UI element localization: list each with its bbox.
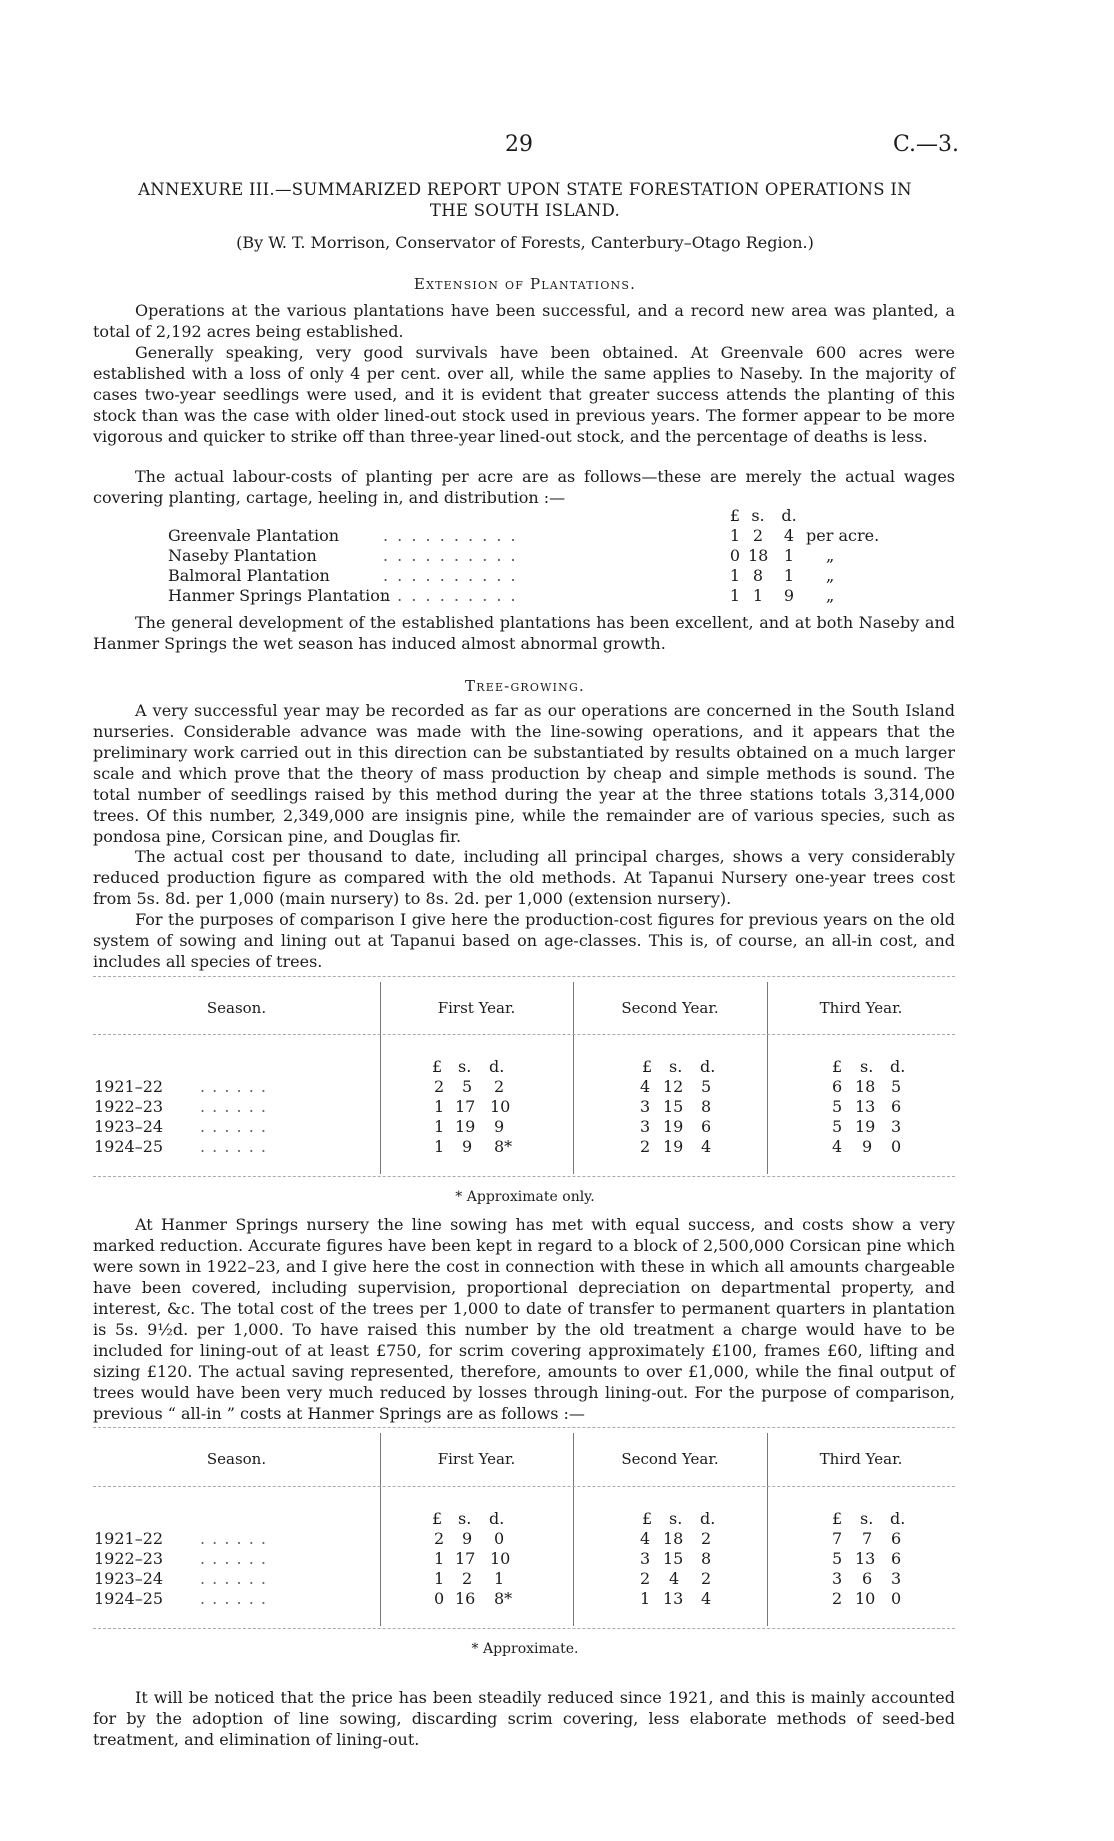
second-year-pence: 2 (701, 1569, 712, 1588)
pounds-unit: £ (642, 1057, 653, 1076)
cost-row (168, 526, 888, 546)
first-year-shillings: 2 (462, 1569, 473, 1588)
season-cell: 1924–25 (94, 1137, 164, 1156)
third-year-shillings: 19 (855, 1117, 876, 1136)
third-year-shillings: 13 (855, 1097, 876, 1116)
third-year-header: Third Year. (819, 999, 903, 1017)
pence-unit: d. (700, 1057, 716, 1076)
shillings-unit: s. (860, 1057, 874, 1076)
second-year-shillings: 15 (663, 1097, 684, 1116)
second-year-pence: 6 (701, 1117, 712, 1136)
second-year-pounds: 4 (640, 1529, 651, 1548)
third-year-shillings: 13 (855, 1549, 876, 1568)
third-year-shillings: 10 (855, 1589, 876, 1608)
season-cell: 1923–24 (94, 1117, 164, 1136)
leader-dots: . . . . . . . . . . (383, 586, 518, 605)
page-number: 29 (505, 132, 533, 157)
third-year-pence: 3 (891, 1117, 902, 1136)
third-year-pence: 6 (891, 1097, 902, 1116)
first-year-pence: 10 (490, 1097, 511, 1116)
second-year-pounds: 4 (640, 1077, 651, 1096)
paragraph: At Hanmer Springs nursery the line sowing has met with equal success, and costs show a very marked reduction. Accurate figures have been kept in regard to a block of 2,500,000 Corsican pine which were sown in 1922–23, and I give here the cost in connection with these in which all amounts chargeable have been covered, including supervision, proportional depreciation on departmental property, and interest, &c. The total cost of the trees per 1,000 to date of transfer to permanent quarters in plantation is 5s. 9½d. per 1,000. To have raised this number by the old treatment a charge would have to be included for lining-out of at least £750, for scrim covering approximately £100, frames £60, lifting and sizing £120. The actual saving represented, therefore, amounts to over £1,000, while the final output of trees would have been very much reduced by losses through lining-out. For the purpose of comparison, previous “ all-in ” costs at Hanmer Springs are as follows :— (93, 1215, 955, 1423)
first-year-pounds: 1 (434, 1097, 445, 1116)
first-year-shillings: 9 (462, 1529, 473, 1548)
shillings-unit: s. (458, 1509, 472, 1528)
first-year-pounds: 2 (434, 1529, 445, 1548)
second-year-pence: 5 (701, 1077, 712, 1096)
first-year-pounds: 1 (434, 1549, 445, 1568)
third-year-pounds: 6 (832, 1077, 843, 1096)
annexure-title-line-1: ANNEXURE III.—SUMMARIZED REPORT UPON STATE FORESTATION OPERATIONS IN (138, 180, 912, 199)
cost-row (168, 586, 888, 606)
paragraph: The actual cost per thousand to date, including all principal charges, shows a very considerably reduced production figure as compared with the old methods. At Tapanui Nursery one-year trees cost from 5s. 8d. per 1,000 (main nursery) to 8s. 2d. per 1,000 (extension nursery). (93, 847, 955, 908)
cost-shillings: 18 (748, 546, 769, 565)
leader-dots: . . . . . . (200, 1117, 267, 1136)
cost-suffix: per acre. (806, 526, 880, 545)
author-byline: (By W. T. Morrison, Conservator of Forests, Canterbury–Otago Region.) (236, 233, 814, 252)
leader-dots: . . . . . . (200, 1569, 267, 1588)
first-year-shillings: 19 (455, 1117, 476, 1136)
pounds-unit: £ (432, 1057, 443, 1076)
second-year-shillings: 12 (663, 1077, 684, 1096)
third-year-pence: 5 (891, 1077, 902, 1096)
second-year-shillings: 19 (663, 1137, 684, 1156)
shillings-unit: s. (669, 1057, 683, 1076)
cost-row (168, 566, 888, 586)
third-year-pounds: 7 (832, 1529, 843, 1548)
third-year-pence: 3 (891, 1569, 902, 1588)
third-year-pounds: 3 (832, 1569, 843, 1588)
first-year-pence: 9 (494, 1117, 505, 1136)
second-year-pence: 8 (701, 1097, 712, 1116)
season-cell: 1922–23 (94, 1549, 164, 1568)
second-year-pence: 8 (701, 1549, 712, 1568)
cost-shillings: 1 (752, 586, 764, 605)
first-year-shillings: 16 (455, 1589, 476, 1608)
leader-dots: . . . . . . (200, 1589, 267, 1608)
table-rule (93, 1176, 955, 1177)
third-year-shillings: 9 (862, 1137, 873, 1156)
first-year-header: First Year. (437, 1450, 516, 1468)
season-cell: 1921–22 (94, 1529, 164, 1548)
pence-unit: d. (890, 1057, 906, 1076)
third-year-pence: 0 (891, 1137, 902, 1156)
paragraph: For the purposes of comparison I give here the production-cost figures for previous years on the old system of sowing and lining out at Tapanui based on age-classes. This is, of course, an all-in cost, and includes all species of trees. (93, 910, 955, 971)
leader-dots: . . . . . . . . . . (383, 566, 518, 585)
leader-dots: . . . . . . . . . . (383, 546, 518, 565)
table-footnote: * Approximate. (471, 1641, 579, 1657)
pence-unit: d. (489, 1509, 505, 1528)
leader-dots: . . . . . . (200, 1097, 267, 1116)
season-header: Season. (206, 999, 267, 1017)
pounds-unit: £ (832, 1509, 843, 1528)
second-year-header: Second Year. (621, 1450, 719, 1468)
first-year-pence: 0 (494, 1529, 505, 1548)
table-rule (93, 1034, 955, 1035)
first-year-pounds: 1 (434, 1137, 445, 1156)
second-year-pence: 4 (701, 1589, 712, 1608)
leader-dots: . . . . . . (200, 1529, 267, 1548)
season-header: Season. (206, 1450, 267, 1468)
second-year-pounds: 1 (640, 1589, 651, 1608)
cost-pence: 4 (783, 526, 795, 545)
second-year-header: Second Year. (621, 999, 719, 1017)
third-year-pence: 0 (891, 1589, 902, 1608)
season-cell: 1923–24 (94, 1569, 164, 1588)
table-rule (93, 1427, 955, 1428)
pounds-unit: £ (432, 1509, 443, 1528)
table-rule (93, 976, 955, 977)
paragraph: The actual labour-costs of planting per acre are as follows—these are merely the actual wages covering planting, cartage, heeling in, and distribution :— (93, 467, 955, 507)
leader-dots: . . . . . . (200, 1077, 267, 1096)
third-year-pounds: 5 (832, 1097, 843, 1116)
third-year-pounds: 5 (832, 1549, 843, 1568)
paragraph: Operations at the various plantations have been successful, and a record new area was planted, a total of 2,192 acres being established. (93, 301, 955, 341)
third-year-header: Third Year. (819, 1450, 903, 1468)
second-year-shillings: 13 (663, 1589, 684, 1608)
season-cell: 1924–25 (94, 1589, 164, 1608)
first-year-pence: 10 (490, 1549, 511, 1568)
plantation-name: Greenvale Plantation (168, 526, 340, 545)
second-year-shillings: 4 (669, 1569, 680, 1588)
first-year-shillings: 17 (455, 1097, 476, 1116)
plantation-name: Hanmer Springs Plantation (168, 586, 391, 605)
pence-unit: d. (890, 1509, 906, 1528)
season-cell: 1921–22 (94, 1077, 164, 1096)
third-year-pounds: 2 (832, 1589, 843, 1608)
leader-dots: . . . . . . (200, 1549, 267, 1568)
second-year-pounds: 2 (640, 1137, 651, 1156)
cost-pounds: 1 (729, 586, 741, 605)
shillings-unit: s. (860, 1509, 874, 1528)
paragraph: It will be noticed that the price has been steadily reduced since 1921, and this is mainly accounted for by the adoption of line sowing, discarding scrim covering, less elaborate methods of seed-bed treatment, and elimination of lining-out. (93, 1688, 955, 1749)
leader-dots: . . . . . . (200, 1137, 267, 1156)
section-heading-extension: Extension of Plantations. (413, 275, 637, 293)
third-year-shillings: 6 (862, 1569, 873, 1588)
first-year-pence: 8* (494, 1137, 513, 1156)
third-year-pence: 6 (891, 1529, 902, 1548)
cost-unit-header (168, 506, 888, 526)
second-year-shillings: 18 (663, 1529, 684, 1548)
pence-unit: d. (489, 1057, 505, 1076)
second-year-shillings: 19 (663, 1117, 684, 1136)
table-footnote: * Approximate only. (455, 1189, 595, 1205)
cost-suffix: „ (826, 566, 835, 585)
first-year-pounds: 1 (434, 1117, 445, 1136)
first-year-header: First Year. (437, 999, 516, 1017)
first-year-pence: 2 (494, 1077, 505, 1096)
second-year-pence: 4 (701, 1137, 712, 1156)
cost-pence: 1 (783, 546, 795, 565)
first-year-pounds: 0 (434, 1589, 445, 1608)
plantation-name: Balmoral Plantation (168, 566, 330, 585)
cost-row (168, 546, 888, 566)
second-year-pence: 2 (701, 1529, 712, 1548)
pounds-unit: £ (729, 506, 741, 525)
shillings-unit: s. (669, 1509, 683, 1528)
cost-pounds: 1 (729, 566, 741, 585)
cost-pounds: 0 (729, 546, 741, 565)
third-year-shillings: 18 (855, 1077, 876, 1096)
third-year-pounds: 4 (832, 1137, 843, 1156)
first-year-pounds: 2 (434, 1077, 445, 1096)
first-year-pounds: 1 (434, 1569, 445, 1588)
first-year-pence: 1 (494, 1569, 505, 1588)
second-year-pounds: 3 (640, 1117, 651, 1136)
third-year-pounds: 5 (832, 1117, 843, 1136)
pence-unit: d. (781, 506, 797, 525)
document-reference: C.—3. (892, 132, 959, 157)
table-rule (93, 1486, 955, 1487)
paragraph: A very successful year may be recorded as far as our operations are concerned in the South Island nurseries. Considerable advance was made with the line-sowing operations, and it appears that the preliminary work carried out in this direction can be substantiated by results obtained on a much larger scale and which prove that the theory of mass production by cheap and simple methods is sound. The total number of seedlings raised by this method during the year at the three stations totals 3,314,000 trees. Of this number, 2,349,000 are insignis pine, while the remainder are of various species, such as pondosa pine, Corsican pine, and Douglas fir. (93, 701, 955, 846)
first-year-pence: 8* (494, 1589, 513, 1608)
pounds-unit: £ (832, 1057, 843, 1076)
section-heading-tree-growing: Tree-growing. (465, 677, 585, 695)
second-year-pounds: 2 (640, 1569, 651, 1588)
first-year-shillings: 17 (455, 1549, 476, 1568)
cost-pence: 1 (783, 566, 795, 585)
second-year-pounds: 3 (640, 1549, 651, 1568)
paragraph: Generally speaking, very good survivals have been obtained. At Greenvale 600 acres were established with a loss of only 4 per cent. over all, while the same applies to Naseby. In the majority of cases two-year seedlings were used, and it is evident that greater success attends the planting of this stock than was the case with older lined-out stock used in previous years. The former appear to be more vigorous and quicker to strike off than three-year lined-out stock, and the percentage of deaths is less. (93, 343, 955, 446)
shillings-unit: s. (458, 1057, 472, 1076)
cost-pounds: 1 (729, 526, 741, 545)
first-year-shillings: 5 (462, 1077, 473, 1096)
third-year-shillings: 7 (862, 1529, 873, 1548)
season-cell: 1922–23 (94, 1097, 164, 1116)
shillings-unit: s. (751, 506, 765, 525)
annexure-title-line-2: THE SOUTH ISLAND. (429, 201, 621, 220)
leader-dots: . . . . . . . . . . (383, 526, 518, 545)
pounds-unit: £ (642, 1509, 653, 1528)
plantation-name: Naseby Plantation (168, 546, 317, 565)
cost-pence: 9 (783, 586, 795, 605)
cost-shillings: 8 (752, 566, 764, 585)
third-year-pence: 6 (891, 1549, 902, 1568)
cost-suffix: „ (826, 586, 835, 605)
cost-suffix: „ (826, 546, 835, 565)
paragraph: The general development of the established plantations has been excellent, and at both Naseby and Hanmer Springs the wet season has induced almost abnormal growth. (93, 613, 955, 653)
first-year-shillings: 9 (462, 1137, 473, 1156)
table-rule (93, 1628, 955, 1629)
cost-shillings: 2 (752, 526, 764, 545)
second-year-pounds: 3 (640, 1097, 651, 1116)
pence-unit: d. (700, 1509, 716, 1528)
second-year-shillings: 15 (663, 1549, 684, 1568)
